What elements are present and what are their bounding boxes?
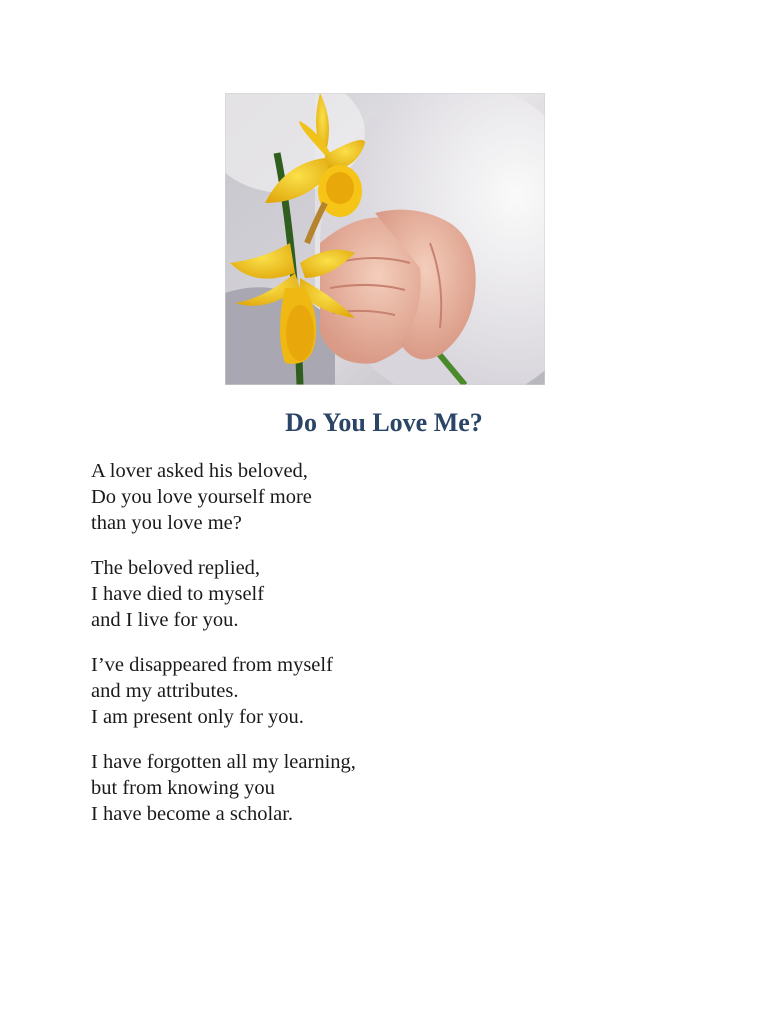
hands-holding-daffodils-image [225,93,545,385]
poem-line: but from knowing you [91,777,275,799]
poem-line: I have died to myself [91,583,265,605]
poem-line: I have forgotten all my learning, [91,751,356,773]
daffodil-photo [225,93,545,385]
poem-line: I have become a scholar. [91,803,294,825]
poem-line: and my attributes. [91,680,239,702]
stanza-3 [91,652,691,730]
poem-line: The beloved replied, [91,557,261,579]
poem-body [91,458,691,846]
poem-line: A lover asked his beloved, [91,460,308,482]
poem-line: and I live for you. [91,609,239,631]
stanza-2 [91,555,691,633]
poem-line: I am present only for you. [91,706,304,728]
stanza-4 [91,749,691,827]
poem-line: Do you love yourself more [91,486,312,508]
stanza-1 [91,458,691,536]
poem-line: than you love me? [91,512,242,534]
poem-title: Do You Love Me? [285,408,483,437]
poem-line: I’ve disappeared from myself [91,654,333,676]
